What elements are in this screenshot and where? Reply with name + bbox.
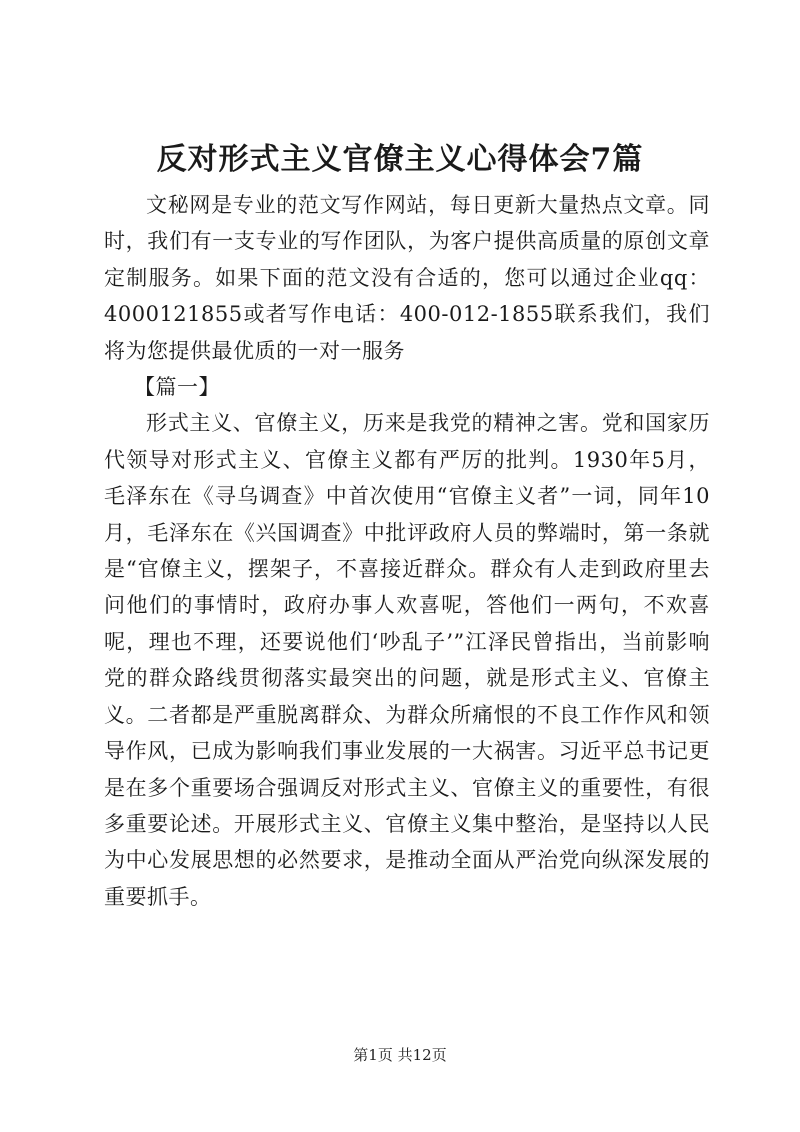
document-title: 反对形式主义官僚主义心得体会7篇 (156, 142, 644, 177)
body-paragraph: 形式主义、官僚主义，历来是我党的精神之害。党和国家历代领导对形式主义、官僚主义都有严厉的批判。1930年5月，毛泽东在《寻乌调查》中首次使用“官僚主义者”一词，同年10月，毛泽东在《兴国调查》中批评政府人员的弊端时，第一条就是“官僚主义，摆架子，不喜接近群众。群众有人走到政府里去问他们的事情时，政府办事人欢喜呢，答他们一两句，不欢喜呢，理也不理，还要说他们‘吵乱子’”江泽民曾指出，当前影响党的群众路线贯彻落实最突出的问题，就是形式主义、官僚主义。二者都是严重脱离群众、为群众所痛恨的不良工作作风和领导作风，已成为影响我们事业发展的一大祸害。习近平总书记更是在多个重要场合强调反对形式主义、官僚主义的重要性，有很多重要论述。开展形式主义、官僚主义集中整治，是坚持以人民为中心发展思想的必然要求，是推动全面从严治党向纵深发展的重要抓手。 (104, 411, 710, 909)
section-heading: 【篇一】 (134, 375, 220, 400)
page-number: 第1页 共12页 (353, 1046, 447, 1064)
document-body (104, 187, 710, 915)
intro-paragraph: 文秘网是专业的范文写作网站，每日更新大量热点文章。同时，我们有一支专业的写作团队，为客户提供高质量的原创文章定制服务。如果下面的范文没有合适的，您可以通过企业qq：4000121855或者写作电话：400-012-1855联系我们，我们将为您提供最优质的一对一服务 (104, 193, 710, 363)
